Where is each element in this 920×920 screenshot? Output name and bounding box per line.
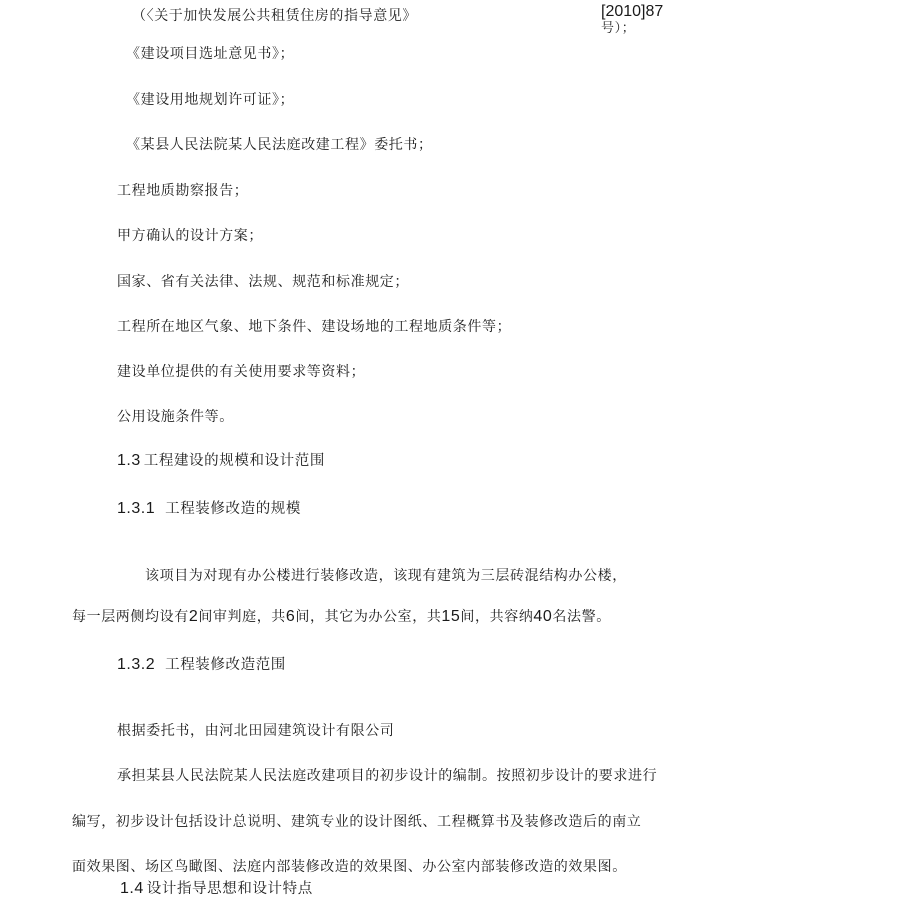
basis-item-5: 工程地质勘察报告； [117,183,249,199]
section-title: 设计指导思想和设计特点 [146,881,313,897]
basis-item-8: 工程所在地区气象、地下条件、建设场地的工程地质条件等； [117,319,512,335]
basis-item-3: 《建设用地规划许可证》； [126,92,295,108]
range-paragraph-line-2: 承担某县人民法院某人民法庭改建项目的初步设计的编制。按照初步设计的要求进行 [117,768,658,784]
section-1-3-1-heading [117,500,301,518]
basis-item-9: 建设单位提供的有关使用要求等资料； [117,364,366,380]
basis-item-7: 国家、省有关法律、法规、规范和标准规定； [117,274,409,290]
section-1-3-heading [117,452,325,470]
section-number: 1.4 [120,880,144,897]
courtrooms-per-floor: 2 [188,608,199,625]
basis-item-6: 甲方确认的设计方案； [117,228,263,244]
text-fragment: 间审判庭，共 [198,609,286,625]
offices-total: 15 [441,608,461,625]
basis-item-4: 《某县人民法院某人民法庭改建工程》委托书； [126,137,433,153]
text-fragment: 名法警。 [552,609,611,625]
basis-item-1-reference [601,3,663,37]
section-number: 1.3.2 [117,656,156,673]
section-title: 工程装修改造的规模 [165,501,301,517]
text-fragment: 间，其它为办公室，共 [295,609,442,625]
range-paragraph-line-3: 编写，初步设计包括设计总说明、建筑专业的设计图纸、工程概算书及装修改造后的南立 [72,814,642,830]
range-paragraph-line-1: 根据委托书，由河北田园建筑设计有限公司 [117,723,395,739]
basis-item-2: 《建设项目选址意见书》； [126,46,295,62]
courtrooms-total: 6 [285,608,296,625]
section-number: 1.3.1 [117,500,156,517]
section-title: 工程装修改造范围 [165,657,286,673]
section-title: 工程建设的规模和设计范围 [143,453,325,469]
section-1-3-2-heading [117,656,286,674]
basis-item-1: （〈关于加快发展公共租赁住房的指导意见》 [132,8,417,24]
section-1-4-heading [120,880,313,898]
text-fragment: 间，共容纳 [460,609,534,625]
scale-paragraph-line-1: 该项目为对现有办公楼进行装修改造，该现有建筑为三层砖混结构办公楼， [145,568,627,584]
text-fragment: 每一层两侧均设有 [72,609,189,625]
scale-paragraph-line-2 [72,608,611,626]
reference-tail: 号）； [601,21,636,36]
police-capacity: 40 [533,608,553,625]
section-number: 1.3 [117,452,141,469]
reference-number: [2010]87 [601,3,664,20]
range-paragraph-line-4: 面效果图、场区鸟瞰图、法庭内部装修改造的效果图、办公室内部装修改造的效果图。 [72,859,627,875]
basis-item-10: 公用设施条件等。 [117,409,234,425]
